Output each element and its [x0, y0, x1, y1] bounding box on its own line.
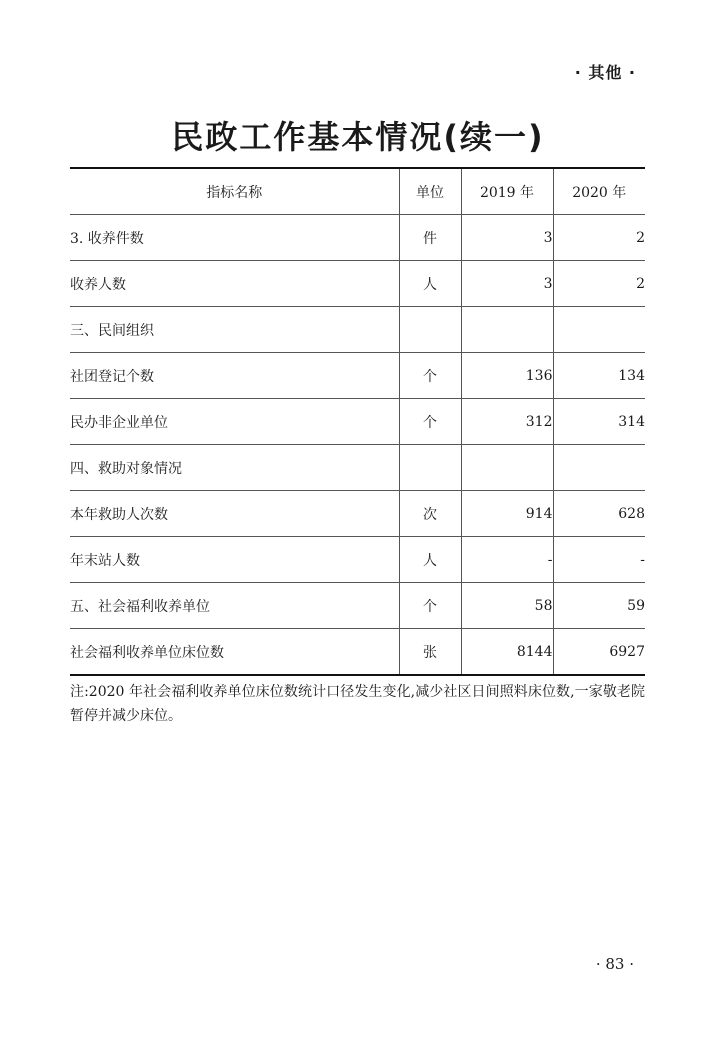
page-title: 民政工作基本情况(续一): [171, 118, 545, 156]
cell-value-2020: 6927: [553, 629, 645, 676]
cell-value-2019: 914: [461, 491, 553, 537]
cell-indicator-name: 本年救助人次数: [70, 491, 399, 537]
cell-value-2020: 314: [553, 399, 645, 445]
cell-value-2020: 2: [553, 261, 645, 307]
cell-value-2020: 628: [553, 491, 645, 537]
cell-value-2019: 3: [461, 215, 553, 261]
cell-unit: [399, 445, 461, 491]
cell-value-2019: 8144: [461, 629, 553, 676]
table-row: [70, 491, 645, 537]
cell-indicator-name: 民办非企业单位: [70, 399, 399, 445]
cell-value-2019: 312: [461, 399, 553, 445]
cell-unit: 个: [399, 583, 461, 629]
table-body: [70, 215, 645, 676]
header-unit: 单位: [399, 168, 461, 215]
cell-indicator-name: 社会福利收养单位床位数: [70, 629, 399, 676]
cell-value-2019: 3: [461, 261, 553, 307]
cell-value-2019: -: [461, 537, 553, 583]
statistics-table: [70, 167, 645, 676]
cell-value-2020: -: [553, 537, 645, 583]
cell-value-2020: 2: [553, 215, 645, 261]
cell-indicator-name: 收养人数: [70, 261, 399, 307]
table-row: [70, 215, 645, 261]
cell-indicator-name: 三、民间组织: [70, 307, 399, 353]
table-row: [70, 629, 645, 676]
page-number: · 83 ·: [595, 955, 634, 973]
cell-unit: [399, 307, 461, 353]
cell-unit: 人: [399, 261, 461, 307]
cell-unit: 个: [399, 353, 461, 399]
cell-value-2019: [461, 307, 553, 353]
cell-indicator-name: 年末站人数: [70, 537, 399, 583]
cell-value-2019: [461, 445, 553, 491]
cell-indicator-name: 四、救助对象情况: [70, 445, 399, 491]
header-year-2020: 2020 年: [553, 168, 645, 215]
header-year-2019: 2019 年: [461, 168, 553, 215]
cell-value-2020: [553, 307, 645, 353]
cell-indicator-name: 五、社会福利收养单位: [70, 583, 399, 629]
table-row: [70, 353, 645, 399]
cell-value-2019: 58: [461, 583, 553, 629]
table-row: [70, 445, 645, 491]
table-header: [70, 168, 645, 215]
table-header-row: [70, 168, 645, 215]
footnote: 注:2020 年社会福利收养单位床位数统计口径发生变化,减少社区日间照料床位数,一家敬老院暂停并减少床位。: [70, 684, 645, 724]
cell-unit: 人: [399, 537, 461, 583]
cell-value-2020: 59: [553, 583, 645, 629]
cell-value-2020: [553, 445, 645, 491]
cell-unit: 次: [399, 491, 461, 537]
table-row: [70, 399, 645, 445]
table-row: [70, 261, 645, 307]
cell-value-2019: 136: [461, 353, 553, 399]
header-indicator-name: 指标名称: [70, 168, 399, 215]
cell-unit: 张: [399, 629, 461, 676]
cell-unit: 个: [399, 399, 461, 445]
table-row: [70, 583, 645, 629]
cell-unit: 件: [399, 215, 461, 261]
cell-indicator-name: 3. 收养件数: [70, 215, 399, 261]
section-header: · 其他 ·: [574, 63, 636, 82]
table-row: [70, 537, 645, 583]
cell-indicator-name: 社团登记个数: [70, 353, 399, 399]
cell-value-2020: 134: [553, 353, 645, 399]
table-row: [70, 307, 645, 353]
